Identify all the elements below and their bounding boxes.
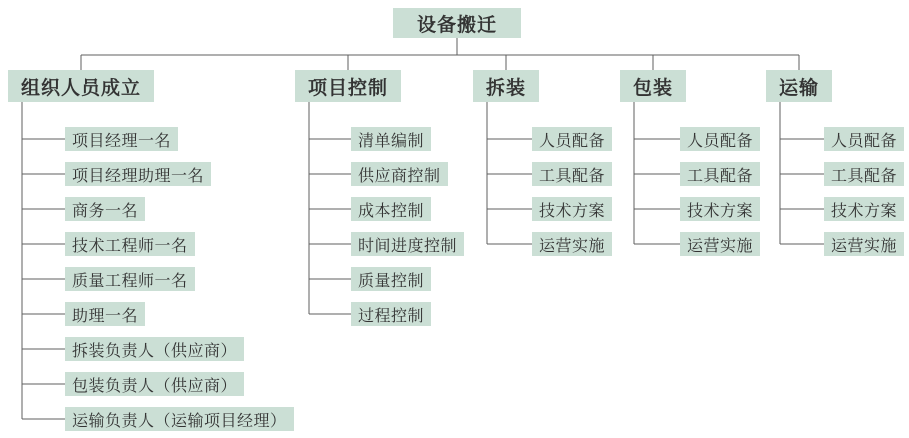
- child-node: 技术方案: [680, 197, 760, 221]
- child-node: 人员配备: [680, 127, 760, 151]
- child-node: 项目经理助理一名: [65, 162, 211, 186]
- branch-node-2: 拆装: [473, 70, 539, 102]
- child-node: 质量工程师一名: [65, 267, 195, 291]
- child-node: 技术方案: [824, 197, 904, 221]
- child-node: 人员配备: [824, 127, 904, 151]
- child-node: 供应商控制: [351, 162, 448, 186]
- branch-node-1: 项目控制: [295, 70, 401, 102]
- child-node: 运营实施: [824, 232, 904, 256]
- child-node: 运营实施: [680, 232, 760, 256]
- child-node: 质量控制: [351, 267, 431, 291]
- child-node: 成本控制: [351, 197, 431, 221]
- child-node: 工具配备: [824, 162, 904, 186]
- child-node: 包装负责人（供应商）: [65, 372, 244, 396]
- branch-node-0: 组织人员成立: [8, 70, 154, 102]
- branch-node-3: 包装: [620, 70, 686, 102]
- child-node: 商务一名: [65, 197, 145, 221]
- child-node: 运营实施: [532, 232, 612, 256]
- child-node: 时间进度控制: [351, 232, 464, 256]
- child-node: 助理一名: [65, 302, 145, 326]
- child-node: 项目经理一名: [65, 127, 178, 151]
- child-node: 清单编制: [351, 127, 431, 151]
- child-node: 运输负责人（运输项目经理）: [65, 407, 294, 431]
- child-node: 工具配备: [532, 162, 612, 186]
- child-node: 拆装负责人（供应商）: [65, 337, 244, 361]
- child-node: 人员配备: [532, 127, 612, 151]
- child-node: 技术工程师一名: [65, 232, 195, 256]
- branch-node-4: 运输: [766, 70, 832, 102]
- child-node: 工具配备: [680, 162, 760, 186]
- child-node: 过程控制: [351, 302, 431, 326]
- child-node: 技术方案: [532, 197, 612, 221]
- root-node: 设备搬迁: [393, 8, 521, 38]
